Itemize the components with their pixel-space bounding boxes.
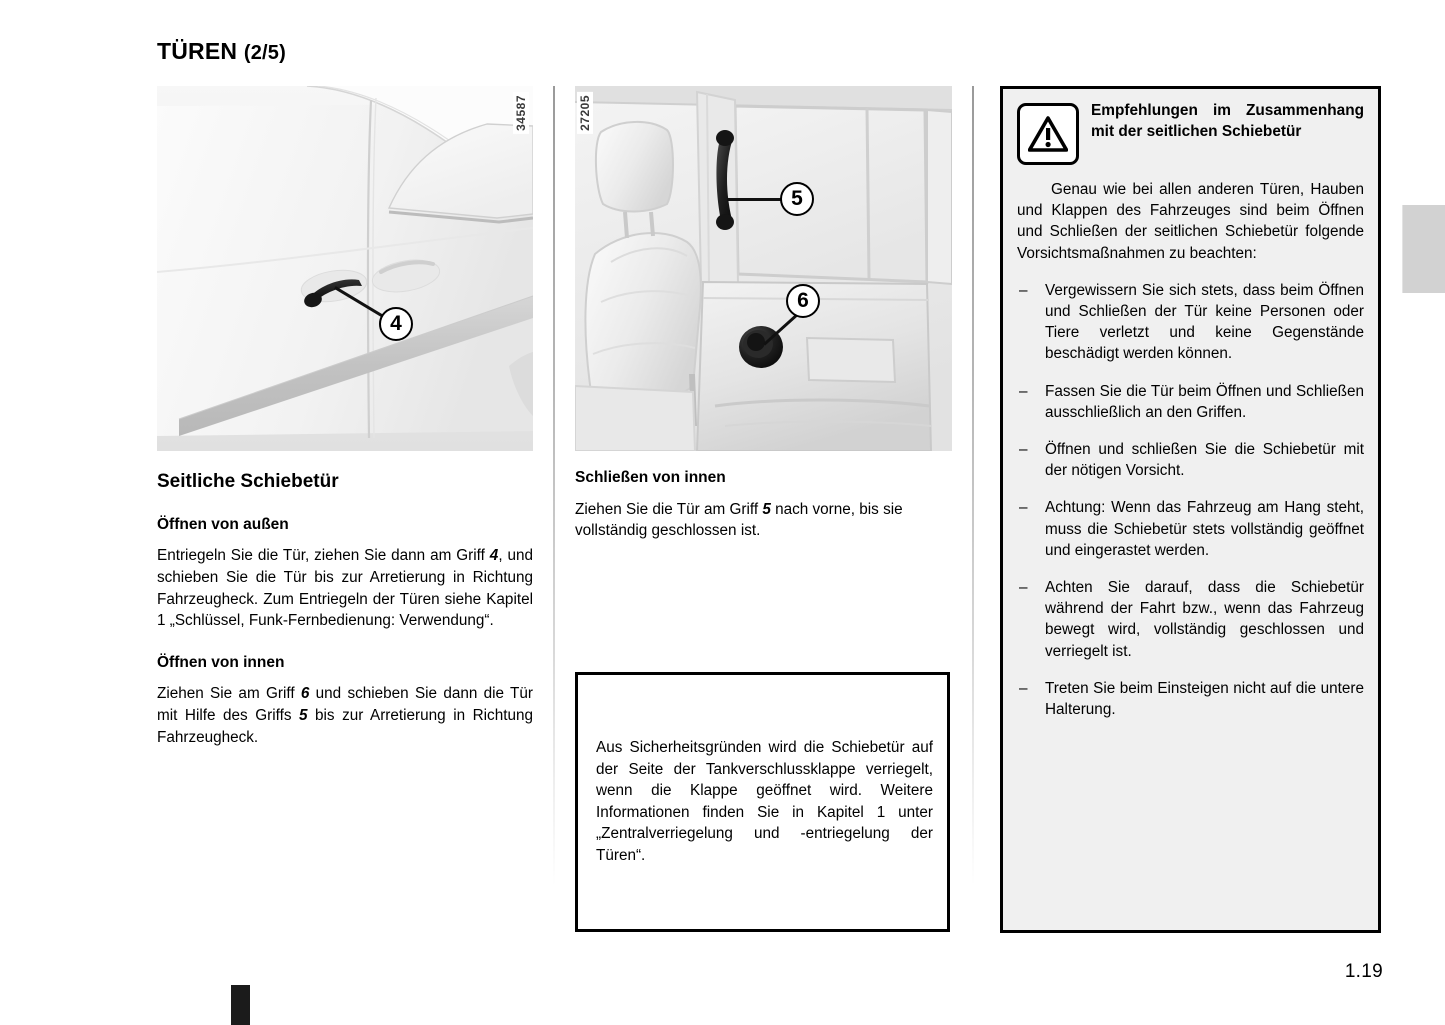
- warning-header: [1017, 101, 1364, 165]
- warning-intro: Genau wie bei allen anderen Türen, Hauben und Klappen des Fahrzeuges sind beim Öffnen und Schließen der seitlichen Schiebetür folgende Vorsichtsmaßnahmen zu beachten:: [1017, 181, 1364, 262]
- info-note-box: [575, 672, 950, 932]
- warning-title: Empfehlungen im Zusammenhang mit der seitlichen Schiebetür: [1091, 102, 1364, 140]
- footer-black-marker: [231, 985, 250, 1025]
- callout-6: 6: [786, 284, 820, 318]
- figure-exterior-sliding-door: [157, 86, 533, 451]
- warning-bullet: – Vergewissern Sie sich stets, dass beim Öffnen und Schließen der Tür keine Personen oder Tiere verletzt und keine Gegenstände beschädigt werden können.: [1017, 280, 1364, 365]
- section-heading-sliding-door: Seitliche Schiebetür: [157, 471, 339, 492]
- warning-bullet: – Treten Sie beim Einsteigen nicht auf die untere Halterung.: [1017, 678, 1364, 720]
- paragraph-close-inside: [575, 499, 952, 542]
- text-close-inside-a: Ziehen Sie die Tür am Griff: [575, 500, 763, 518]
- callout-4: 4: [379, 307, 413, 341]
- column-left: [157, 86, 533, 748]
- figure-code-1: 34587: [513, 92, 529, 134]
- leader-line-5: [727, 198, 783, 201]
- ref-handle-4: 4: [489, 547, 499, 565]
- warning-bullet-list: [1017, 280, 1364, 720]
- text-open-inside-a: Ziehen Sie am Griff: [157, 685, 301, 703]
- ref-handle-6: 6: [300, 685, 310, 703]
- paragraph-open-outside: [157, 545, 533, 631]
- figure-interior-sliding-door: [575, 86, 952, 451]
- column-divider-1: [553, 86, 555, 886]
- page-title-sub: (2/5): [243, 42, 286, 64]
- text-open-outside-b: , und schieben Sie die Tür bis zur Arretierung in Richtung Fahrzeugheck. Zum Entriegeln der Türen siehe Kapitel 1 „Schlüssel, Funk-Fernbedienung: Verwendung“.: [157, 547, 533, 630]
- van-interior-illustration: [575, 86, 952, 451]
- ref-handle-5: 5: [298, 706, 308, 724]
- figure-code-2: 27205: [577, 92, 593, 134]
- callout-5: 5: [780, 182, 814, 216]
- warning-bullet: – Öffnen und schließen Sie die Schiebetür mit der nötigen Vorsicht.: [1017, 439, 1364, 481]
- page-title: [157, 38, 286, 65]
- warning-bullet: – Achten Sie darauf, dass die Schiebetür während der Fahrt bzw., wenn das Fahrzeug bewegt wird, vollständig geschlossen und verriegelt ist.: [1017, 577, 1364, 662]
- chapter-thumb-tab: [1402, 205, 1445, 293]
- info-note-text: Aus Sicherheitsgründen wird die Schiebetür auf der Seite der Tankverschlussklappe verriegelt, wenn die Klappe geöffnet wird. Weitere Informationen finden Sie in Kapitel 1 unter „Zentralverriegelung und -entriegelung der Türen“.: [596, 739, 933, 864]
- column-divider-2: [972, 86, 974, 886]
- warning-bullet: – Achtung: Wenn das Fahrzeug am Hang steht, muss die Schiebetür stets vollständig geöffnet und eingerastet werden.: [1017, 497, 1364, 561]
- text-close-inside-b: nach vorne, bis sie vollständig geschlossen ist.: [575, 500, 903, 540]
- text-open-inside-c: bis zur Arretierung in Richtung Fahrzeugheck.: [157, 706, 533, 746]
- subheading-open-inside: Öffnen von innen: [157, 653, 285, 671]
- warning-triangle-icon: [1017, 103, 1079, 165]
- text-open-outside-a: Entriegeln Sie die Tür, ziehen Sie dann am Griff: [157, 547, 490, 565]
- ref-handle-5b: 5: [762, 500, 771, 518]
- van-exterior-illustration: [157, 86, 533, 451]
- warning-box: [1000, 86, 1381, 933]
- page-title-main: TÜREN: [157, 38, 238, 64]
- subheading-open-outside: Öffnen von außen: [157, 515, 289, 533]
- page-number: 1.19: [1344, 961, 1383, 982]
- subheading-close-inside: Schließen von innen: [575, 469, 726, 486]
- paragraph-open-inside: [157, 683, 533, 748]
- column-middle: [575, 86, 952, 542]
- warning-bullet: – Fassen Sie die Tür beim Öffnen und Schließen ausschließlich an den Griffen.: [1017, 381, 1364, 423]
- text-open-inside-b: und schieben Sie dann die Tür mit Hilfe des Griffs: [157, 685, 533, 724]
